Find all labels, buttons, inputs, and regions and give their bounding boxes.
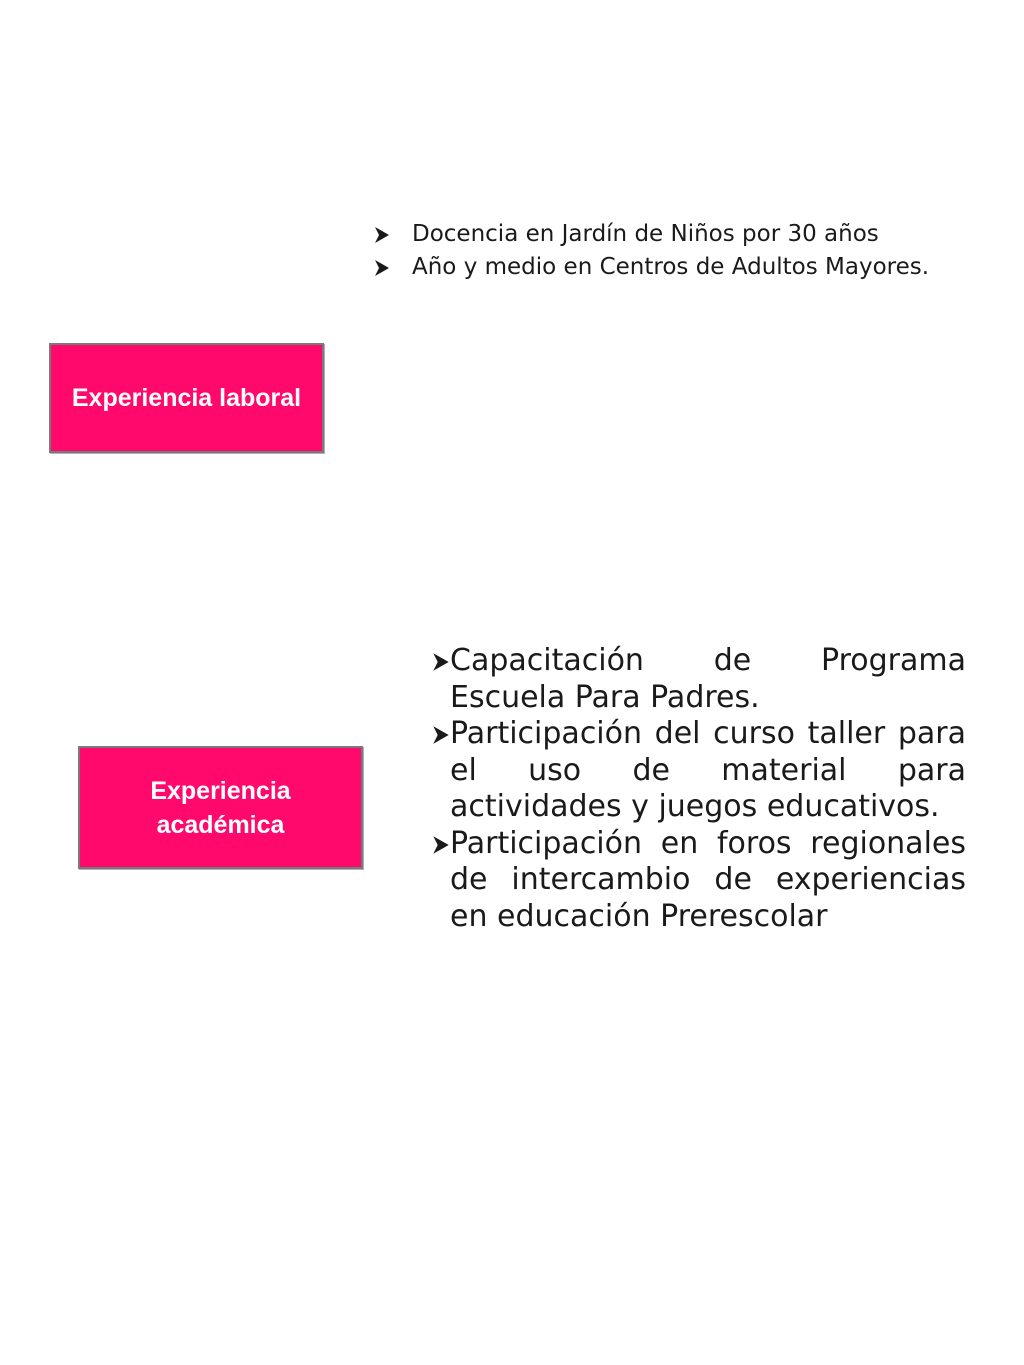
list-item — [372, 218, 970, 251]
list-item — [430, 643, 966, 716]
experiencia-laboral-list — [372, 218, 970, 284]
arrow-bullet-icon — [430, 651, 452, 673]
experiencia-academica-list — [430, 643, 966, 935]
arrow-bullet-icon — [372, 258, 392, 278]
list-item-text: Año y medio en Centros de Adultos Mayores. — [412, 254, 930, 280]
list-item-text: Participación del curso taller para el uso de material para actividades y juegos educativos. — [450, 716, 966, 824]
list-item — [430, 716, 966, 826]
list-item-text: Docencia en Jardín de Niños por 30 años — [412, 221, 879, 247]
list-item — [430, 826, 966, 936]
list-item — [372, 251, 970, 284]
experiencia-academica-label — [78, 746, 363, 869]
arrow-bullet-icon — [372, 225, 392, 245]
arrow-bullet-icon — [430, 834, 452, 856]
list-item-text: Capacitación de Programa Escuela Para Padres. — [450, 643, 966, 715]
arrow-bullet-icon — [430, 724, 452, 746]
experiencia-laboral-text: Experiencia laboral — [71, 383, 302, 412]
experiencia-laboral-label — [49, 343, 324, 453]
experiencia-academica-text: Experiencia académica — [150, 776, 291, 839]
list-item-text: Participación en foros regionales de intercambio de experiencias en educación Prerescolar — [450, 825, 966, 934]
